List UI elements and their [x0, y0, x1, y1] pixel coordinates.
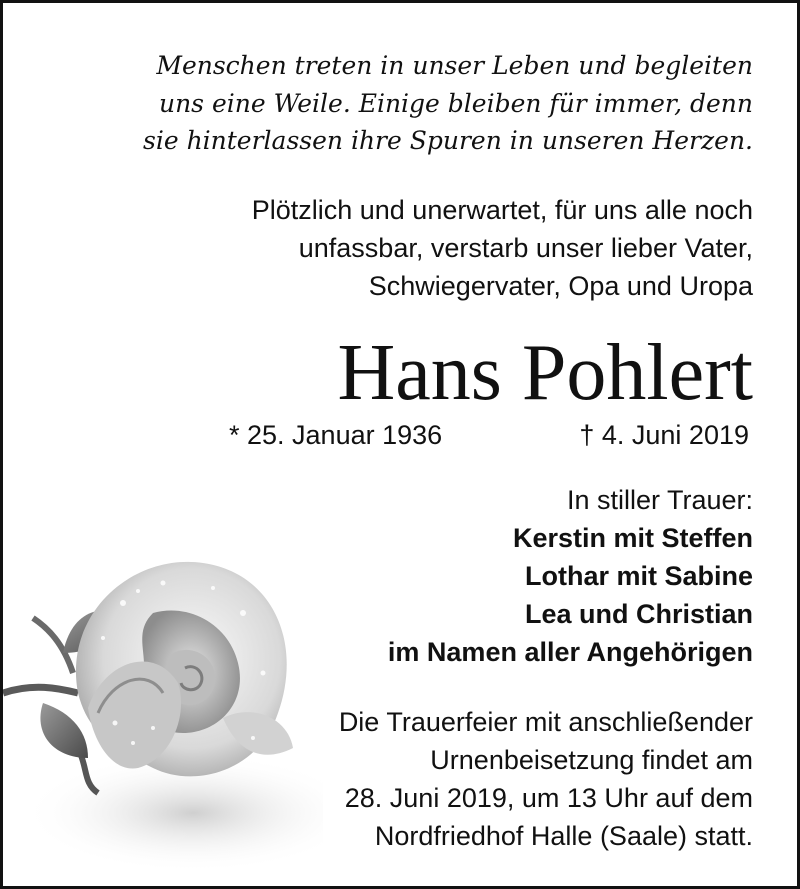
funeral-line: Urnenbeisetzung findet am: [430, 745, 753, 775]
birth-date: * 25. Januar 1936: [229, 420, 443, 450]
announcement-text: [113, 191, 753, 305]
mourner-name: Kerstin mit Steffen: [512, 523, 753, 553]
announcement-line: Plötzlich und unerwartet, für uns alle noch: [251, 195, 753, 225]
mourner-name: Lothar mit Sabine: [524, 561, 753, 591]
announcement-line: Schwiegervater, Opa und Uropa: [368, 271, 753, 301]
quote-line: uns eine Weile. Einige bleiben für immer, denn: [158, 88, 753, 118]
death-date: † 4. Juni 2019: [579, 420, 749, 450]
funeral-line: Die Trauerfeier mit anschließender: [338, 707, 753, 737]
mourners-heading: In stiller Trauer:: [566, 485, 753, 515]
mourner-name: im Namen aller Angehörigen: [387, 637, 753, 667]
quote-line: Menschen treten in unser Leben und begleiten: [156, 51, 753, 80]
announcement-line: unfassbar, verstarb unser lieber Vater,: [298, 233, 753, 263]
funeral-line: 28. Juni 2019, um 13 Uhr auf dem: [344, 783, 753, 813]
quote-line: sie hinterlassen ihre Spuren in unseren Herzen.: [143, 126, 753, 155]
life-dates: [229, 413, 749, 457]
mourners-list: [193, 481, 753, 671]
funeral-details: [153, 703, 753, 855]
funeral-line: Nordfriedhof Halle (Saale) statt.: [374, 821, 753, 851]
deceased-name: Hans Pohlert: [337, 329, 753, 417]
memorial-quote: [33, 47, 753, 160]
mourner-name: Lea und Christian: [524, 599, 753, 629]
